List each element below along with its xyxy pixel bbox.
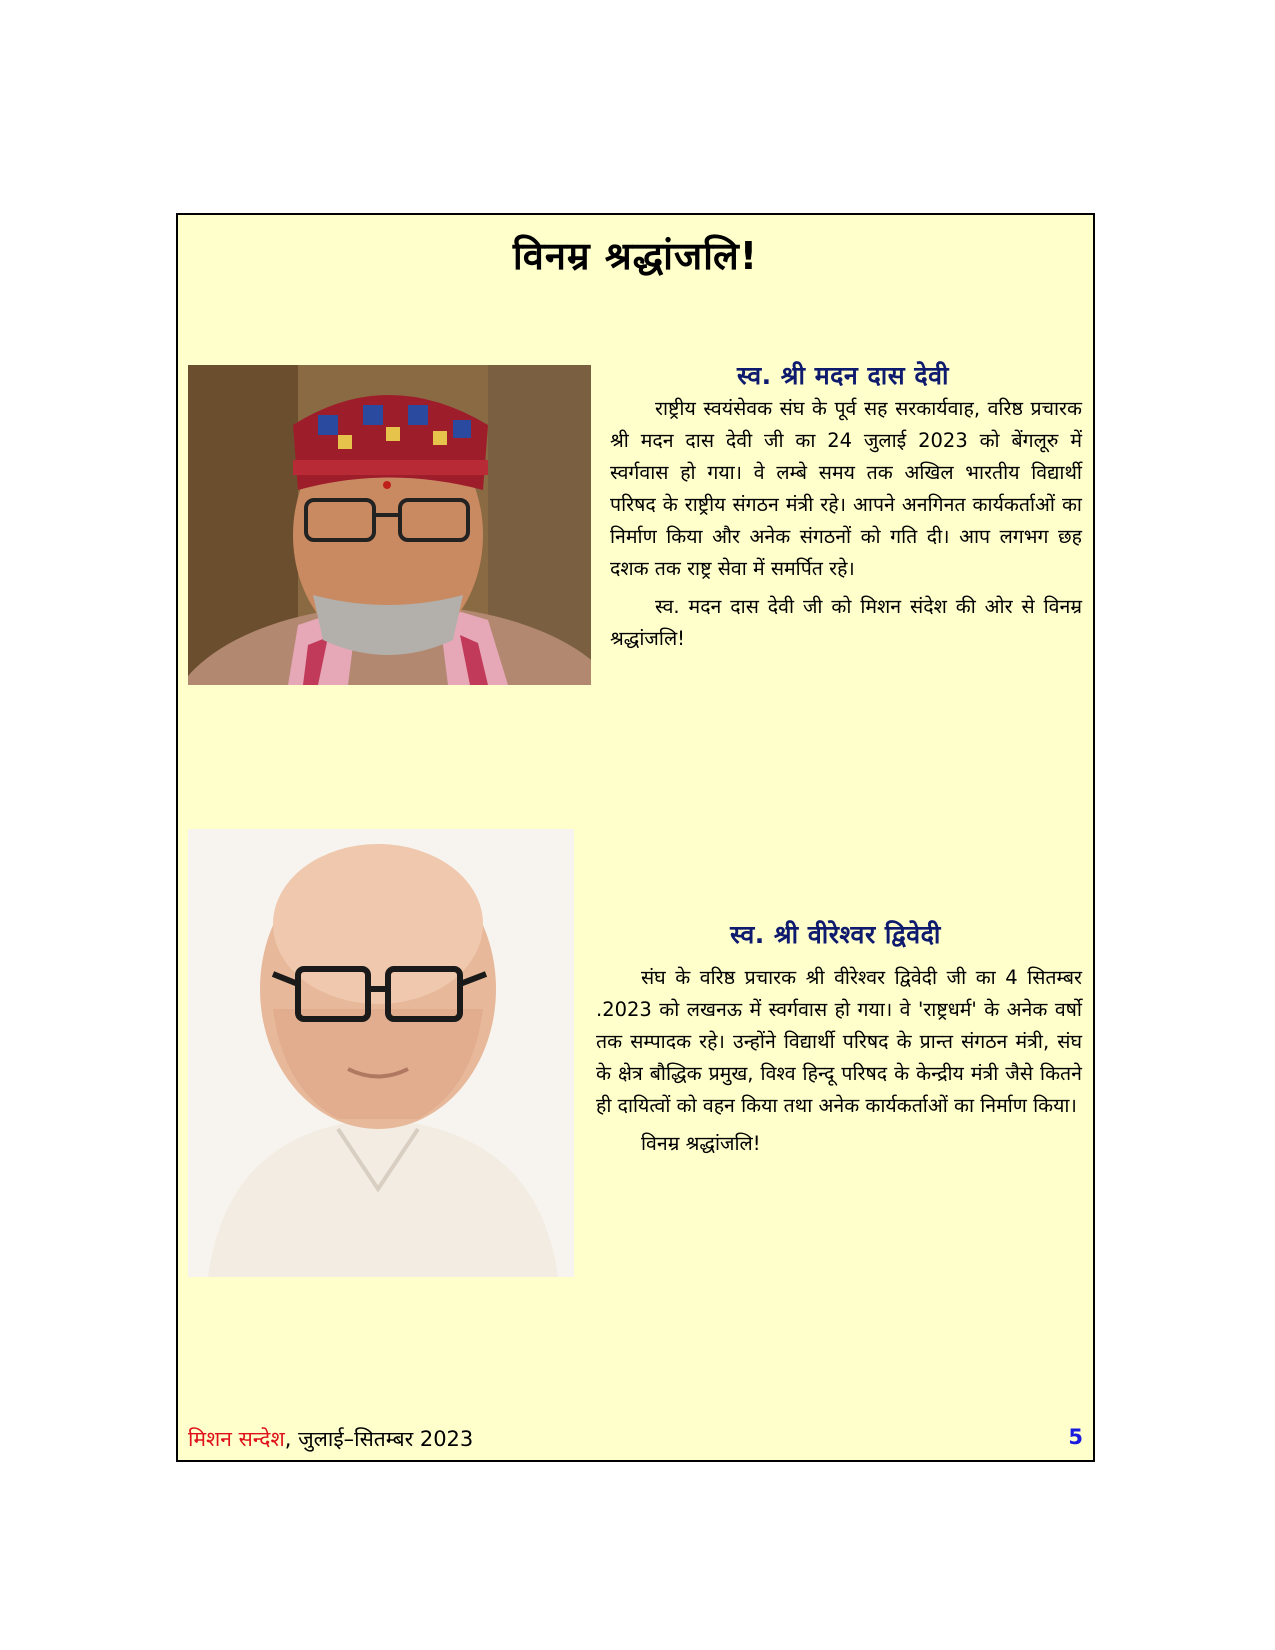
obituary-paragraph: राष्ट्रीय स्वयंसेवक संघ के पूर्व सह सरकार्यवाह, वरिष्ठ प्रचारक श्री मदन दास देवी जी का 24 जुलाई 2023 को बेंगलूरु में स्वर्गवास हो गया। वे लम्बे समय तक अखिल भारतीय विद्यार्थी परिषद के राष्ट्रीय संगठन मंत्री रहे। आपने अनगिनत कार्यकर्ताओं का निर्माण किया और अनेक संगठनों को गति दी। आप लगभग छह दशक तक राष्ट्र सेवा में समर्पित रहे। — [610, 397, 1082, 580]
person-name-heading-1: स्व. श्री मदन दास देवी — [736, 361, 949, 390]
page-number: 5 — [1068, 1425, 1083, 1449]
portrait-photo-veereshwar-dwivedi — [188, 829, 574, 1277]
obituary-text-1 — [610, 393, 1082, 661]
person-name-heading-2: स्व. श्री वीरेश्वर द्विवेदी — [730, 920, 941, 949]
obituary-text-2 — [596, 962, 1082, 1166]
obituary-paragraph: संघ के वरिष्ठ प्रचारक श्री वीरेश्वर द्विवेदी जी का 4 सितम्बर .2023 को लखनऊ में स्वर्गवास हो गया। वे 'राष्ट्रधर्म' के अनेक वर्षो तक सम्पादक रहे। उन्होंने विद्यार्थी परिषद के प्रान्त संगठन मंत्री, संघ के क्षेत्र बौद्धिक प्रमुख, विश्व हिन्दू परिषद के केन्द्रीय मंत्री जैसे कितने ही दायित्वों को वहन किया तथा अनेक कार्यकर्ताओं का निर्माण किया। — [596, 966, 1082, 1117]
footer-publication — [188, 1425, 473, 1453]
issue-date: , जुलाई–सितम्बर 2023 — [284, 1427, 474, 1451]
portrait-photo-madan-das-devi — [188, 365, 591, 685]
magazine-name: मिशन सन्देश — [188, 1427, 285, 1451]
obituary-paragraph: स्व. मदन दास देवी जी को मिशन संदेश की ओर से विनम्र श्रद्धांजलि! — [610, 595, 1082, 650]
obituary-paragraph: विनम्र श्रद्धांजलि! — [641, 1132, 761, 1155]
page-frame — [176, 213, 1095, 1462]
page-title: विनम्र श्रद्धांजलि! — [512, 234, 759, 278]
